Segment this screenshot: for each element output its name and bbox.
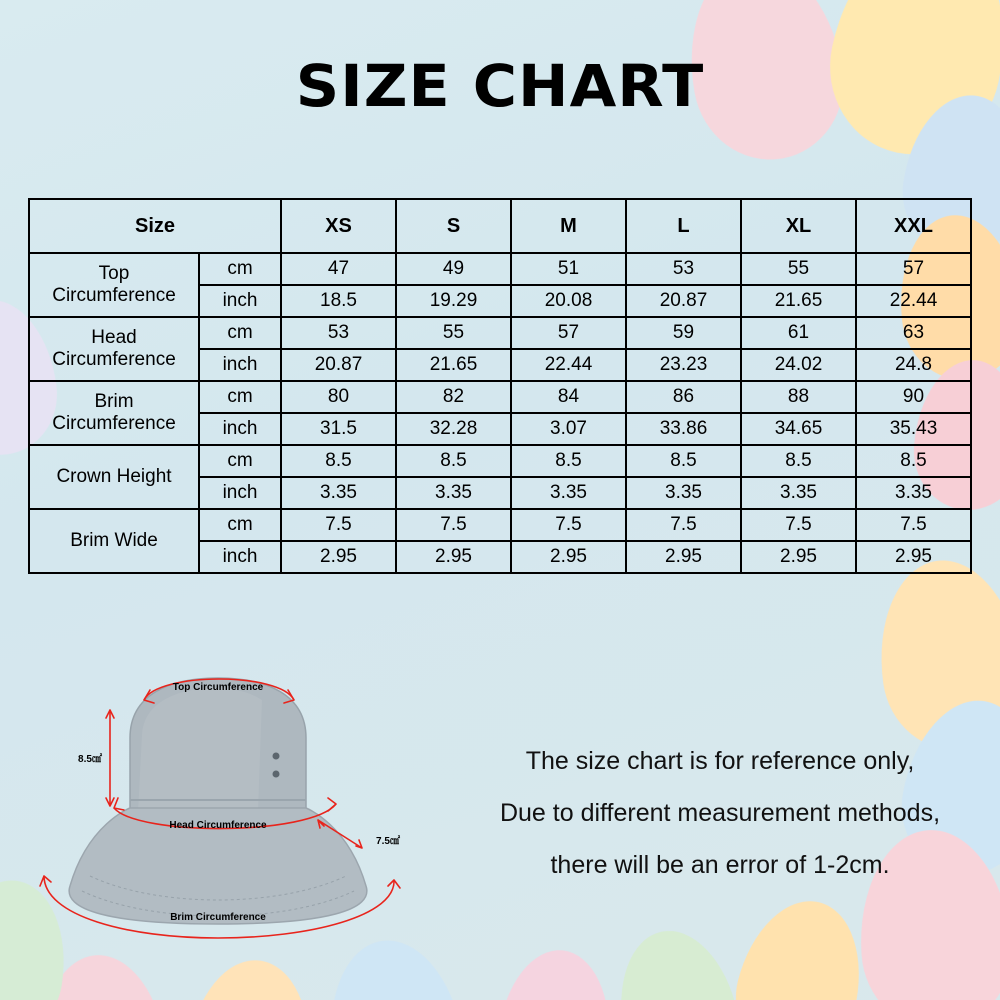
note-line-2: Due to different measurement methods, [499, 799, 941, 827]
cell-value: 7.5 [856, 509, 971, 541]
table-body [29, 253, 971, 573]
cell-value: 2.95 [511, 541, 626, 573]
row-label-line1: Head [91, 327, 137, 349]
head-circumference-label: Head Circumference [169, 820, 267, 831]
cell-value: 19.29 [396, 285, 511, 317]
crown-height-measure [106, 710, 114, 806]
cell-value: 49 [396, 253, 511, 285]
cell-value: 21.65 [741, 285, 856, 317]
table-row [29, 509, 971, 541]
table-row [29, 253, 971, 285]
decorative-egg [492, 945, 617, 1000]
cell-value: 2.95 [281, 541, 396, 573]
cell-value: 7.5 [626, 509, 741, 541]
table-row [29, 381, 971, 413]
header-m: M [511, 199, 626, 253]
cell-value: 57 [856, 253, 971, 285]
header-l: L [626, 199, 741, 253]
unit-cm: cm [199, 253, 281, 285]
cell-value: 24.02 [741, 349, 856, 381]
table-row [29, 317, 971, 349]
cell-value: 3.35 [626, 477, 741, 509]
cell-value: 21.65 [396, 349, 511, 381]
unit-cm: cm [199, 509, 281, 541]
size-chart-table [28, 198, 972, 574]
cell-value: 35.43 [856, 413, 971, 445]
hat-measurement-diagram [18, 648, 458, 948]
row-label-line2: Circumference [52, 285, 176, 306]
cell-value: 3.35 [856, 477, 971, 509]
cell-value: 61 [741, 317, 856, 349]
cell-value: 53 [281, 317, 396, 349]
row-label-head-circumference [29, 317, 199, 381]
header-size: Size [29, 199, 281, 253]
crown-height-label: 8.5㎠ [78, 754, 102, 765]
table-header-row [29, 199, 971, 253]
cell-value: 18.5 [281, 285, 396, 317]
cell-value: 8.5 [511, 445, 626, 477]
unit-inch: inch [199, 541, 281, 573]
cell-value: 22.44 [856, 285, 971, 317]
cell-value: 53 [626, 253, 741, 285]
top-circumference-label: Top Circumference [172, 682, 264, 693]
cell-value: 3.35 [511, 477, 626, 509]
cell-value: 82 [396, 381, 511, 413]
header-s: S [396, 199, 511, 253]
brim-circumference-label: Brim Circumference [170, 912, 266, 923]
cell-value: 2.95 [396, 541, 511, 573]
cell-value: 20.87 [626, 285, 741, 317]
cell-value: 22.44 [511, 349, 626, 381]
cell-value: 8.5 [741, 445, 856, 477]
cell-value: 84 [511, 381, 626, 413]
cell-value: 20.08 [511, 285, 626, 317]
unit-inch: inch [199, 413, 281, 445]
unit-cm: cm [199, 381, 281, 413]
cell-value: 31.5 [281, 413, 396, 445]
cell-value: 32.28 [396, 413, 511, 445]
cell-value: 63 [856, 317, 971, 349]
cell-value: 8.5 [396, 445, 511, 477]
row-label-brim-circumference [29, 381, 199, 445]
cell-value: 24.8 [856, 349, 971, 381]
cell-value: 59 [626, 317, 741, 349]
cell-value: 80 [281, 381, 396, 413]
cell-value: 2.95 [626, 541, 741, 573]
size-chart-table-wrapper [28, 198, 972, 574]
cell-value: 3.35 [396, 477, 511, 509]
cell-value: 2.95 [741, 541, 856, 573]
row-label-line1: Top [98, 263, 130, 285]
row-label-brim-wide: Brim Wide [29, 509, 199, 573]
row-label-line1: Brim [94, 391, 134, 413]
cell-value: 7.5 [511, 509, 626, 541]
header-xs: XS [281, 199, 396, 253]
decorative-egg [722, 888, 877, 1000]
disclaimer-note [455, 735, 985, 891]
table-row [29, 445, 971, 477]
row-label-line2: Circumference [52, 349, 176, 370]
header-xl: XL [741, 199, 856, 253]
row-label-line2: Circumference [52, 413, 176, 434]
row-label-crown-height: Crown Height [29, 445, 199, 509]
unit-inch: inch [199, 349, 281, 381]
hat-illustration [69, 678, 367, 924]
cell-value: 2.95 [856, 541, 971, 573]
cell-value: 88 [741, 381, 856, 413]
note-line-1: The size chart is for reference only, [525, 747, 915, 775]
cell-value: 23.23 [626, 349, 741, 381]
cell-value: 55 [741, 253, 856, 285]
cell-value: 86 [626, 381, 741, 413]
cell-value: 47 [281, 253, 396, 285]
cell-value: 3.35 [741, 477, 856, 509]
decorative-egg [605, 920, 750, 1000]
cell-value: 7.5 [741, 509, 856, 541]
cell-value: 8.5 [856, 445, 971, 477]
cell-value: 51 [511, 253, 626, 285]
note-line-3: there will be an error of 1-2cm. [550, 851, 890, 879]
cell-value: 7.5 [396, 509, 511, 541]
decorative-egg [181, 953, 320, 1000]
cell-value: 8.5 [626, 445, 741, 477]
unit-inch: inch [199, 285, 281, 317]
table-header [29, 199, 971, 253]
unit-cm: cm [199, 317, 281, 349]
cell-value: 55 [396, 317, 511, 349]
cell-value: 33.86 [626, 413, 741, 445]
cell-value: 20.87 [281, 349, 396, 381]
header-xxl: XXL [856, 199, 971, 253]
cell-value: 8.5 [281, 445, 396, 477]
brim-wide-label: 7.5㎠ [376, 836, 400, 847]
cell-value: 3.07 [511, 413, 626, 445]
page-title: SIZE CHART [295, 52, 705, 120]
cell-value: 7.5 [281, 509, 396, 541]
cell-value: 3.35 [281, 477, 396, 509]
cell-value: 34.65 [741, 413, 856, 445]
row-label-top-circumference [29, 253, 199, 317]
unit-cm: cm [199, 445, 281, 477]
cell-value: 90 [856, 381, 971, 413]
unit-inch: inch [199, 477, 281, 509]
cell-value: 57 [511, 317, 626, 349]
